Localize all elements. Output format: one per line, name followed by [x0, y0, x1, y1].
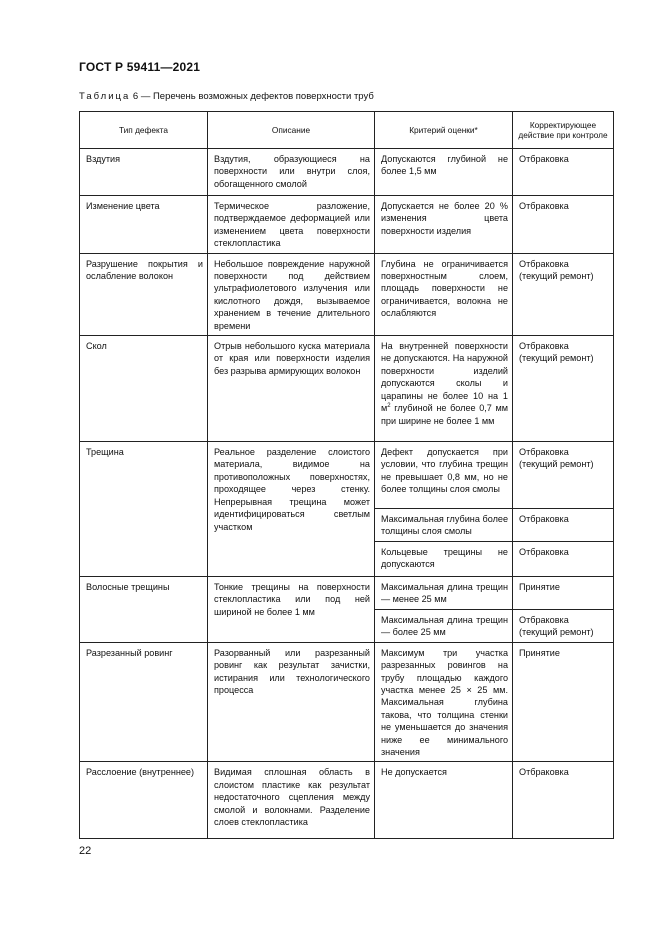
defect-type-cell: Трещина	[80, 442, 208, 577]
criteria-cell: Максимальная длина трещин — менее 25 мм	[375, 577, 513, 610]
criteria-cell: Глубина не ограничивается поверхностным слоем, площадь поверхности не ограничивается, волокна не ослабляются	[375, 253, 513, 335]
defect-type-cell: Вздутия	[80, 149, 208, 196]
document-code: ГОСТ Р 59411—2021	[79, 60, 201, 74]
defect-type-cell: Разрезанный ровинг	[80, 642, 208, 762]
defect-type-cell: Разрушение покрытия и ослабление волокон	[80, 253, 208, 335]
page-number: 22	[79, 845, 92, 857]
table-row	[80, 196, 614, 254]
corrective-action-cell: Отбраковка	[513, 196, 614, 254]
table-row	[80, 149, 614, 196]
corrective-action-cell: Отбраковка (текущий ремонт)	[513, 253, 614, 335]
defect-type-cell: Волосные трещины	[80, 577, 208, 643]
corrective-action-cell: Отбраковка	[513, 542, 614, 577]
corrective-action-cell: Принятие	[513, 577, 614, 610]
corrective-action-cell: Отбраковка	[513, 762, 614, 839]
defect-type-cell: Расслоение (внутреннее)	[80, 762, 208, 839]
table-row	[80, 253, 614, 335]
corrective-action-cell: Отбраковка (текущий ремонт)	[513, 336, 614, 442]
defect-description-cell: Разорванный или разрезанный ровинг как результат зачистки, истирания или технологического процесса	[208, 642, 375, 762]
col-header-description: Описание	[208, 112, 375, 149]
defect-description-cell: Небольшое повреждение наружной поверхности под действием ультрафиолетового излучения или кислотного дождя, вызываемое хранением в течение длительного времени	[208, 253, 375, 335]
corrective-action-cell: Отбраковка (текущий ремонт)	[513, 442, 614, 509]
table-row	[80, 577, 614, 610]
corrective-action-cell: Принятие	[513, 642, 614, 762]
table-row	[80, 642, 614, 762]
defect-description-cell: Тонкие трещины на поверхности стеклопластика или под ней шириной не более 1 мм	[208, 577, 375, 643]
criteria-text-continued: глубиной не более 0,7 мм при ширине не более 1 мм	[381, 403, 508, 426]
criteria-cell: Кольцевые трещины не допускаются	[375, 542, 513, 577]
defect-description-cell: Реальное разделение слоистого материала, видимое на противоположных поверхностях, проходящее через стенку. Непрерывная трещина может идентифицироваться светлым участком	[208, 442, 375, 577]
criteria-cell	[375, 336, 513, 442]
defect-description-cell: Термическое разложение, подтверждаемое деформацией или изменением цвета поверхности стеклопластика	[208, 196, 375, 254]
table-header-row	[80, 112, 614, 149]
defect-type-cell: Скол	[80, 336, 208, 442]
table-caption-text: 6 — Перечень возможных дефектов поверхности труб	[132, 91, 374, 102]
defect-description-cell: Вздутия, образующиеся на поверхности или внутри слоя, обогащенного смолой	[208, 149, 375, 196]
criteria-cell: Максимальная длина трещин — более 25 мм	[375, 609, 513, 642]
criteria-cell: Максимальная глубина более толщины слоя смолы	[375, 509, 513, 542]
defect-description-cell: Отрыв небольшого куска материала от края или поверхности изделия без разрыва армирующих волокон	[208, 336, 375, 442]
defects-table	[79, 111, 614, 839]
table-row	[80, 336, 614, 442]
col-header-action: Корректирующее действие при контроле	[513, 112, 614, 149]
criteria-superscript: 2	[387, 403, 391, 410]
col-header-defect-type: Тип дефекта	[80, 112, 208, 149]
defect-description-cell: Видимая сплошная область в слоистом пластике как результат недостаточного сцепления между смолой и волокнами. Разделение слоев стеклопластика	[208, 762, 375, 839]
criteria-cell: Допускаются глубиной не более 1,5 мм	[375, 149, 513, 196]
col-header-criteria: Критерий оценки*	[375, 112, 513, 149]
table-caption-prefix: Таблица	[79, 91, 131, 102]
criteria-cell: Дефект допускается при условии, что глубина трещин не превышает 0,8 мм, но не более толщины слоя смолы	[375, 442, 513, 509]
corrective-action-cell: Отбраковка	[513, 149, 614, 196]
table-row	[80, 762, 614, 839]
criteria-cell: Не допускается	[375, 762, 513, 839]
corrective-action-cell: Отбраковка	[513, 509, 614, 542]
table-row	[80, 442, 614, 509]
criteria-cell: Допускается не более 20 % изменения цвета поверхности изделия	[375, 196, 513, 254]
criteria-cell: Максимум три участка разрезанных ровингов на трубу площадью каждого участка менее 25 × 25 мм. Максимальная глубина такова, что толщина стенки не уменьшается до значения ниже ее минимального значения	[375, 642, 513, 762]
defect-type-cell: Изменение цвета	[80, 196, 208, 254]
corrective-action-cell: Отбраковка (текущий ремонт)	[513, 609, 614, 642]
criteria-text: На внутренней поверхности не допускаются. На наружной поверхности изделий допускаются сколы и царапины не более 10 на 1 м	[381, 341, 508, 414]
table-caption	[79, 91, 374, 102]
